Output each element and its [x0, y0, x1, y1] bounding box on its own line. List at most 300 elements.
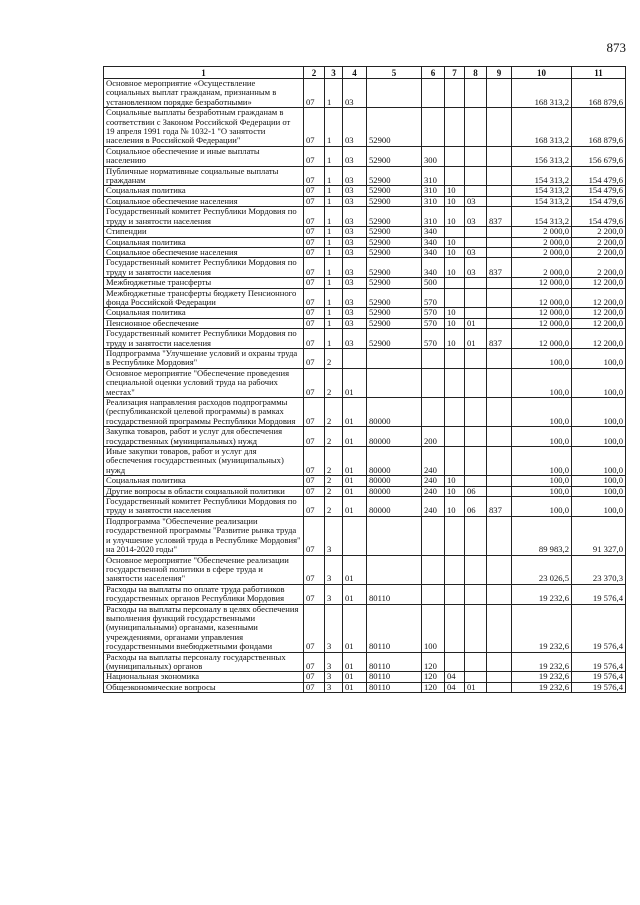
cell-razdel: 07: [304, 79, 325, 108]
cell-razdel: 07: [304, 555, 325, 584]
cell-razdel: 07: [304, 227, 325, 237]
cell-amount-year1: 168 313,2: [512, 79, 572, 108]
cell-napravlenie: 80110: [367, 672, 422, 682]
cell-meropriyatie: 03: [343, 237, 367, 247]
cell-podprogramma: 2: [325, 348, 343, 368]
cell-podprogramma: 3: [325, 555, 343, 584]
cell-podprogramma: 1: [325, 247, 343, 257]
table-row: [104, 348, 626, 368]
cell-amount-year2: 100,0: [572, 348, 626, 368]
cell-vedomstvo: [487, 447, 512, 476]
cell-amount-year2: 2 200,0: [572, 237, 626, 247]
cell-meropriyatie: 01: [343, 398, 367, 427]
table-row: [104, 186, 626, 196]
cell-vedomstvo: [487, 227, 512, 237]
cell-podrazdel-code: [465, 427, 487, 447]
cell-amount-year2: 2 200,0: [572, 247, 626, 257]
cell-amount-year1: 23 026,5: [512, 555, 572, 584]
table-row: [104, 308, 626, 318]
cell-amount-year1: 19 232,6: [512, 672, 572, 682]
cell-amount-year2: 154 479,6: [572, 186, 626, 196]
cell-podrazdel-code: [465, 555, 487, 584]
cell-podrazdel-code: [465, 278, 487, 288]
cell-vid-raskhodov: 340: [422, 227, 445, 237]
cell-podrazdel-code: 03: [465, 207, 487, 227]
cell-vedomstvo: 837: [487, 258, 512, 278]
cell-podrazdel-code: 06: [465, 486, 487, 496]
row-name-cell: Социальное обеспечение и иные выплаты населению: [104, 146, 304, 166]
cell-vedomstvo: [487, 584, 512, 604]
cell-amount-year2: 156 679,6: [572, 146, 626, 166]
cell-amount-year1: 154 313,2: [512, 196, 572, 206]
cell-vid-raskhodov: 120: [422, 652, 445, 672]
cell-vedomstvo: [487, 247, 512, 257]
cell-meropriyatie: 01: [343, 682, 367, 692]
cell-razdel-code: 10: [445, 308, 465, 318]
cell-napravlenie: 52900: [367, 227, 422, 237]
cell-podrazdel-code: [465, 108, 487, 147]
cell-podprogramma: 2: [325, 476, 343, 486]
cell-vid-raskhodov: 240: [422, 476, 445, 486]
cell-podprogramma: 2: [325, 427, 343, 447]
cell-podrazdel-code: [465, 146, 487, 166]
cell-podrazdel-code: 03: [465, 196, 487, 206]
cell-amount-year2: 12 200,0: [572, 329, 626, 349]
cell-napravlenie: 52900: [367, 146, 422, 166]
table-row: [104, 652, 626, 672]
cell-amount-year1: 100,0: [512, 497, 572, 517]
cell-napravlenie: 52900: [367, 329, 422, 349]
cell-razdel: 07: [304, 186, 325, 196]
cell-podprogramma: 2: [325, 497, 343, 517]
cell-vid-raskhodov: 240: [422, 486, 445, 496]
cell-vedomstvo: [487, 146, 512, 166]
cell-razdel-code: [445, 108, 465, 147]
table-row: [104, 447, 626, 476]
cell-amount-year1: 12 000,0: [512, 288, 572, 308]
cell-razdel: 07: [304, 398, 325, 427]
cell-razdel-code: [445, 288, 465, 308]
cell-vid-raskhodov: 340: [422, 258, 445, 278]
cell-razdel-code: [445, 348, 465, 368]
cell-razdel: 07: [304, 308, 325, 318]
cell-vid-raskhodov: 200: [422, 427, 445, 447]
row-name-cell: Общеэкономические вопросы: [104, 682, 304, 692]
cell-meropriyatie: 01: [343, 672, 367, 682]
cell-amount-year1: 2 000,0: [512, 247, 572, 257]
cell-podrazdel-code: 06: [465, 497, 487, 517]
cell-podprogramma: 1: [325, 227, 343, 237]
cell-razdel-code: 10: [445, 329, 465, 349]
cell-meropriyatie: 01: [343, 368, 367, 397]
cell-amount-year2: 100,0: [572, 398, 626, 427]
table-row: [104, 398, 626, 427]
row-name-cell: Пенсионное обеспечение: [104, 318, 304, 328]
cell-razdel: 07: [304, 447, 325, 476]
table-row: [104, 207, 626, 227]
cell-vedomstvo: [487, 196, 512, 206]
cell-meropriyatie: 03: [343, 146, 367, 166]
row-name-cell: Межбюджетные трансферты бюджету Пенсионного фонда Российской Федерации: [104, 288, 304, 308]
cell-meropriyatie: 03: [343, 288, 367, 308]
cell-vedomstvo: [487, 318, 512, 328]
cell-vid-raskhodov: [422, 516, 445, 555]
cell-podrazdel-code: [465, 227, 487, 237]
cell-amount-year2: 100,0: [572, 486, 626, 496]
cell-razdel: 07: [304, 237, 325, 247]
cell-razdel: 07: [304, 584, 325, 604]
cell-amount-year2: 12 200,0: [572, 308, 626, 318]
cell-vedomstvo: [487, 476, 512, 486]
cell-vid-raskhodov: [422, 79, 445, 108]
cell-podprogramma: 3: [325, 584, 343, 604]
cell-razdel: 07: [304, 368, 325, 397]
cell-vid-raskhodov: [422, 348, 445, 368]
column-header: 6: [422, 67, 445, 79]
cell-amount-year1: 100,0: [512, 398, 572, 427]
table-row: [104, 604, 626, 652]
table-row: [104, 555, 626, 584]
cell-vedomstvo: [487, 186, 512, 196]
table-body: [104, 79, 626, 693]
cell-vedomstvo: [487, 516, 512, 555]
table-row: [104, 237, 626, 247]
cell-vedomstvo: 837: [487, 329, 512, 349]
cell-podprogramma: 1: [325, 278, 343, 288]
cell-podprogramma: 3: [325, 604, 343, 652]
cell-podrazdel-code: [465, 584, 487, 604]
cell-meropriyatie: [343, 516, 367, 555]
row-name-cell: Публичные нормативные социальные выплаты гражданам: [104, 166, 304, 186]
cell-razdel-code: [445, 368, 465, 397]
cell-vid-raskhodov: 100: [422, 604, 445, 652]
cell-amount-year2: 154 479,6: [572, 207, 626, 227]
cell-vedomstvo: [487, 682, 512, 692]
cell-podprogramma: 3: [325, 516, 343, 555]
row-name-cell: Социальные выплаты безработным гражданам в соответствии с Законом Российской Федерации от 19 апреля 1991 года № 1032-1 "О занятости населения в Российской Федерации": [104, 108, 304, 147]
row-name-cell: Социальная политика: [104, 308, 304, 318]
cell-napravlenie: [367, 368, 422, 397]
cell-meropriyatie: 01: [343, 447, 367, 476]
cell-meropriyatie: 01: [343, 476, 367, 486]
table-row: [104, 196, 626, 206]
cell-podrazdel-code: [465, 166, 487, 186]
cell-vid-raskhodov: 120: [422, 682, 445, 692]
cell-razdel-code: 10: [445, 207, 465, 227]
cell-podrazdel-code: [465, 652, 487, 672]
cell-razdel-code: [445, 427, 465, 447]
cell-napravlenie: 52900: [367, 196, 422, 206]
cell-amount-year1: 12 000,0: [512, 329, 572, 349]
cell-podprogramma: 1: [325, 108, 343, 147]
cell-amount-year1: 19 232,6: [512, 682, 572, 692]
cell-podrazdel-code: 01: [465, 682, 487, 692]
table-row: [104, 486, 626, 496]
column-header: 9: [487, 67, 512, 79]
cell-amount-year2: 168 879,6: [572, 79, 626, 108]
cell-napravlenie: 52900: [367, 237, 422, 247]
cell-podprogramma: 1: [325, 329, 343, 349]
column-header: 11: [572, 67, 626, 79]
cell-razdel: 07: [304, 348, 325, 368]
cell-napravlenie: 80110: [367, 604, 422, 652]
table-row: [104, 682, 626, 692]
cell-podprogramma: 1: [325, 186, 343, 196]
cell-razdel-code: 10: [445, 237, 465, 247]
cell-napravlenie: 52900: [367, 308, 422, 318]
cell-vid-raskhodov: 340: [422, 247, 445, 257]
cell-meropriyatie: 03: [343, 166, 367, 186]
cell-razdel-code: [445, 227, 465, 237]
cell-napravlenie: 80000: [367, 497, 422, 517]
cell-meropriyatie: 03: [343, 207, 367, 227]
cell-vedomstvo: [487, 166, 512, 186]
column-header: 7: [445, 67, 465, 79]
column-header: 3: [325, 67, 343, 79]
cell-vedomstvo: [487, 368, 512, 397]
cell-napravlenie: [367, 516, 422, 555]
column-header: 8: [465, 67, 487, 79]
cell-amount-year2: 12 200,0: [572, 288, 626, 308]
cell-amount-year1: 19 232,6: [512, 604, 572, 652]
table-row: [104, 368, 626, 397]
cell-podprogramma: 3: [325, 672, 343, 682]
cell-vedomstvo: [487, 652, 512, 672]
row-name-cell: Подпрограмма "Обеспечение реализации государственной программы "Развитие рынка труда и улучшение условий труда в Республике Мордовия" на 2014-2020 годы": [104, 516, 304, 555]
cell-razdel-code: 10: [445, 486, 465, 496]
cell-amount-year1: 19 232,6: [512, 584, 572, 604]
row-name-cell: Государственный комитет Республики Мордовия по труду и занятости населения: [104, 207, 304, 227]
cell-amount-year2: 100,0: [572, 368, 626, 397]
cell-razdel: 07: [304, 476, 325, 486]
cell-amount-year1: 154 313,2: [512, 186, 572, 196]
cell-vedomstvo: [487, 79, 512, 108]
cell-podrazdel-code: 01: [465, 329, 487, 349]
cell-razdel: 07: [304, 427, 325, 447]
cell-podprogramma: 1: [325, 237, 343, 247]
cell-razdel-code: [445, 146, 465, 166]
cell-amount-year1: 100,0: [512, 476, 572, 486]
cell-amount-year1: 100,0: [512, 368, 572, 397]
cell-amount-year2: 19 576,4: [572, 604, 626, 652]
cell-razdel-code: 10: [445, 476, 465, 486]
cell-vedomstvo: [487, 427, 512, 447]
cell-amount-year2: 168 879,6: [572, 108, 626, 147]
cell-meropriyatie: 01: [343, 555, 367, 584]
cell-podprogramma: 3: [325, 652, 343, 672]
cell-vedomstvo: [487, 604, 512, 652]
cell-razdel: 07: [304, 486, 325, 496]
table-row: [104, 516, 626, 555]
cell-amount-year1: 100,0: [512, 427, 572, 447]
cell-razdel: 07: [304, 288, 325, 308]
cell-razdel-code: [445, 166, 465, 186]
cell-podprogramma: 2: [325, 447, 343, 476]
cell-napravlenie: 52900: [367, 186, 422, 196]
row-name-cell: Социальная политика: [104, 237, 304, 247]
cell-amount-year2: 2 200,0: [572, 227, 626, 237]
cell-podprogramma: 2: [325, 398, 343, 427]
column-header: 5: [367, 67, 422, 79]
cell-podprogramma: 1: [325, 79, 343, 108]
cell-razdel-code: 10: [445, 196, 465, 206]
cell-razdel: 07: [304, 247, 325, 257]
cell-meropriyatie: 03: [343, 258, 367, 278]
cell-razdel: 07: [304, 329, 325, 349]
row-name-cell: Социальная политика: [104, 186, 304, 196]
cell-vid-raskhodov: 570: [422, 329, 445, 349]
cell-amount-year1: 12 000,0: [512, 308, 572, 318]
cell-meropriyatie: 03: [343, 318, 367, 328]
cell-podrazdel-code: [465, 368, 487, 397]
cell-podrazdel-code: [465, 288, 487, 308]
table-row: [104, 278, 626, 288]
cell-amount-year2: 19 576,4: [572, 682, 626, 692]
table-row: [104, 584, 626, 604]
cell-vedomstvo: [487, 348, 512, 368]
table-row: [104, 79, 626, 108]
cell-razdel: 07: [304, 108, 325, 147]
cell-podprogramma: 1: [325, 258, 343, 278]
cell-vid-raskhodov: [422, 555, 445, 584]
cell-vid-raskhodov: 570: [422, 288, 445, 308]
row-name-cell: Основное мероприятие "Обеспечение реализации государственной политики в сфере труда и занятости населения": [104, 555, 304, 584]
cell-podprogramma: 2: [325, 368, 343, 397]
cell-razdel-code: [445, 652, 465, 672]
column-header: 2: [304, 67, 325, 79]
row-name-cell: Закупка товаров, работ и услуг для обеспечения государственных (муниципальных) нужд: [104, 427, 304, 447]
cell-napravlenie: 52900: [367, 166, 422, 186]
cell-amount-year1: 168 313,2: [512, 108, 572, 147]
cell-razdel: 07: [304, 497, 325, 517]
cell-vid-raskhodov: 310: [422, 207, 445, 227]
cell-vedomstvo: [487, 486, 512, 496]
cell-razdel: 07: [304, 652, 325, 672]
cell-podprogramma: 1: [325, 196, 343, 206]
row-name-cell: Социальное обеспечение населения: [104, 196, 304, 206]
cell-podrazdel-code: 03: [465, 247, 487, 257]
cell-amount-year2: 2 200,0: [572, 258, 626, 278]
cell-podrazdel-code: [465, 237, 487, 247]
cell-amount-year2: 19 576,4: [572, 652, 626, 672]
cell-meropriyatie: 01: [343, 652, 367, 672]
table-row: [104, 247, 626, 257]
cell-meropriyatie: 03: [343, 79, 367, 108]
column-header: 4: [343, 67, 367, 79]
cell-razdel: 07: [304, 318, 325, 328]
table-header-row: [104, 67, 626, 79]
cell-amount-year1: 100,0: [512, 447, 572, 476]
cell-podrazdel-code: 03: [465, 258, 487, 278]
cell-vedomstvo: 837: [487, 497, 512, 517]
cell-meropriyatie: 01: [343, 497, 367, 517]
cell-napravlenie: [367, 348, 422, 368]
row-name-cell: Расходы на выплаты по оплате труда работников государственных органов Республики Мордовия: [104, 584, 304, 604]
cell-vid-raskhodov: [422, 368, 445, 397]
row-name-cell: Основное мероприятие «Осуществление социальных выплат гражданам, признанным в установленном порядке безработными»: [104, 79, 304, 108]
row-name-cell: Иные закупки товаров, работ и услуг для обеспечения государственных (муниципальных) нужд: [104, 447, 304, 476]
row-name-cell: Стипендии: [104, 227, 304, 237]
cell-napravlenie: 80110: [367, 682, 422, 692]
table-row: [104, 672, 626, 682]
cell-vid-raskhodov: [422, 108, 445, 147]
cell-razdel-code: [445, 398, 465, 427]
row-name-cell: Подпрограмма "Улучшение условий и охраны труда в Республике Мордовия": [104, 348, 304, 368]
cell-amount-year1: 100,0: [512, 486, 572, 496]
cell-napravlenie: 80000: [367, 398, 422, 427]
cell-vid-raskhodov: 300: [422, 146, 445, 166]
cell-vid-raskhodov: 500: [422, 278, 445, 288]
table-row: [104, 476, 626, 486]
cell-podprogramma: 1: [325, 318, 343, 328]
cell-razdel-code: [445, 584, 465, 604]
cell-razdel-code: 04: [445, 672, 465, 682]
cell-napravlenie: 52900: [367, 318, 422, 328]
cell-napravlenie: 80000: [367, 476, 422, 486]
cell-razdel: 07: [304, 207, 325, 227]
cell-razdel: 07: [304, 682, 325, 692]
cell-napravlenie: 80000: [367, 427, 422, 447]
cell-vedomstvo: [487, 278, 512, 288]
cell-amount-year2: 19 576,4: [572, 584, 626, 604]
cell-podrazdel-code: 01: [465, 318, 487, 328]
cell-razdel-code: [445, 79, 465, 108]
cell-amount-year1: 89 983,2: [512, 516, 572, 555]
cell-razdel-code: 10: [445, 258, 465, 278]
cell-razdel: 07: [304, 516, 325, 555]
cell-vid-raskhodov: 310: [422, 186, 445, 196]
table-row: [104, 329, 626, 349]
cell-napravlenie: 80110: [367, 584, 422, 604]
cell-podrazdel-code: [465, 476, 487, 486]
row-name-cell: Государственный комитет Республики Мордовия по труду и занятости населения: [104, 497, 304, 517]
cell-podrazdel-code: [465, 348, 487, 368]
cell-razdel: 07: [304, 166, 325, 186]
cell-razdel-code: 10: [445, 186, 465, 196]
cell-razdel-code: 10: [445, 318, 465, 328]
cell-amount-year1: 12 000,0: [512, 278, 572, 288]
cell-vid-raskhodov: 240: [422, 447, 445, 476]
cell-podprogramma: 1: [325, 207, 343, 227]
cell-meropriyatie: 03: [343, 186, 367, 196]
cell-amount-year1: 12 000,0: [512, 318, 572, 328]
cell-amount-year2: 12 200,0: [572, 278, 626, 288]
cell-meropriyatie: 01: [343, 486, 367, 496]
cell-razdel-code: 04: [445, 682, 465, 692]
row-name-cell: Государственный комитет Республики Мордовия по труду и занятости населения: [104, 329, 304, 349]
cell-meropriyatie: 03: [343, 196, 367, 206]
cell-podrazdel-code: [465, 447, 487, 476]
cell-amount-year2: 154 479,6: [572, 196, 626, 206]
cell-vid-raskhodov: 570: [422, 308, 445, 318]
cell-vedomstvo: [487, 308, 512, 318]
row-name-cell: Реализация направления расходов подпрограммы (республиканской целевой программы) в рамках государственной программы Республики Мордовия: [104, 398, 304, 427]
cell-vid-raskhodov: 120: [422, 672, 445, 682]
cell-amount-year2: 100,0: [572, 476, 626, 486]
cell-podprogramma: 1: [325, 146, 343, 166]
row-name-cell: Межбюджетные трансферты: [104, 278, 304, 288]
column-header: 1: [104, 67, 304, 79]
table-row: [104, 427, 626, 447]
cell-vid-raskhodov: 240: [422, 497, 445, 517]
table-row: [104, 288, 626, 308]
row-name-cell: Основное мероприятие "Обеспечение проведения специальной оценки условий труда на рабочих местах": [104, 368, 304, 397]
cell-podprogramma: 1: [325, 288, 343, 308]
cell-amount-year2: 23 370,3: [572, 555, 626, 584]
cell-razdel: 07: [304, 146, 325, 166]
cell-amount-year2: 12 200,0: [572, 318, 626, 328]
table-row: [104, 497, 626, 517]
